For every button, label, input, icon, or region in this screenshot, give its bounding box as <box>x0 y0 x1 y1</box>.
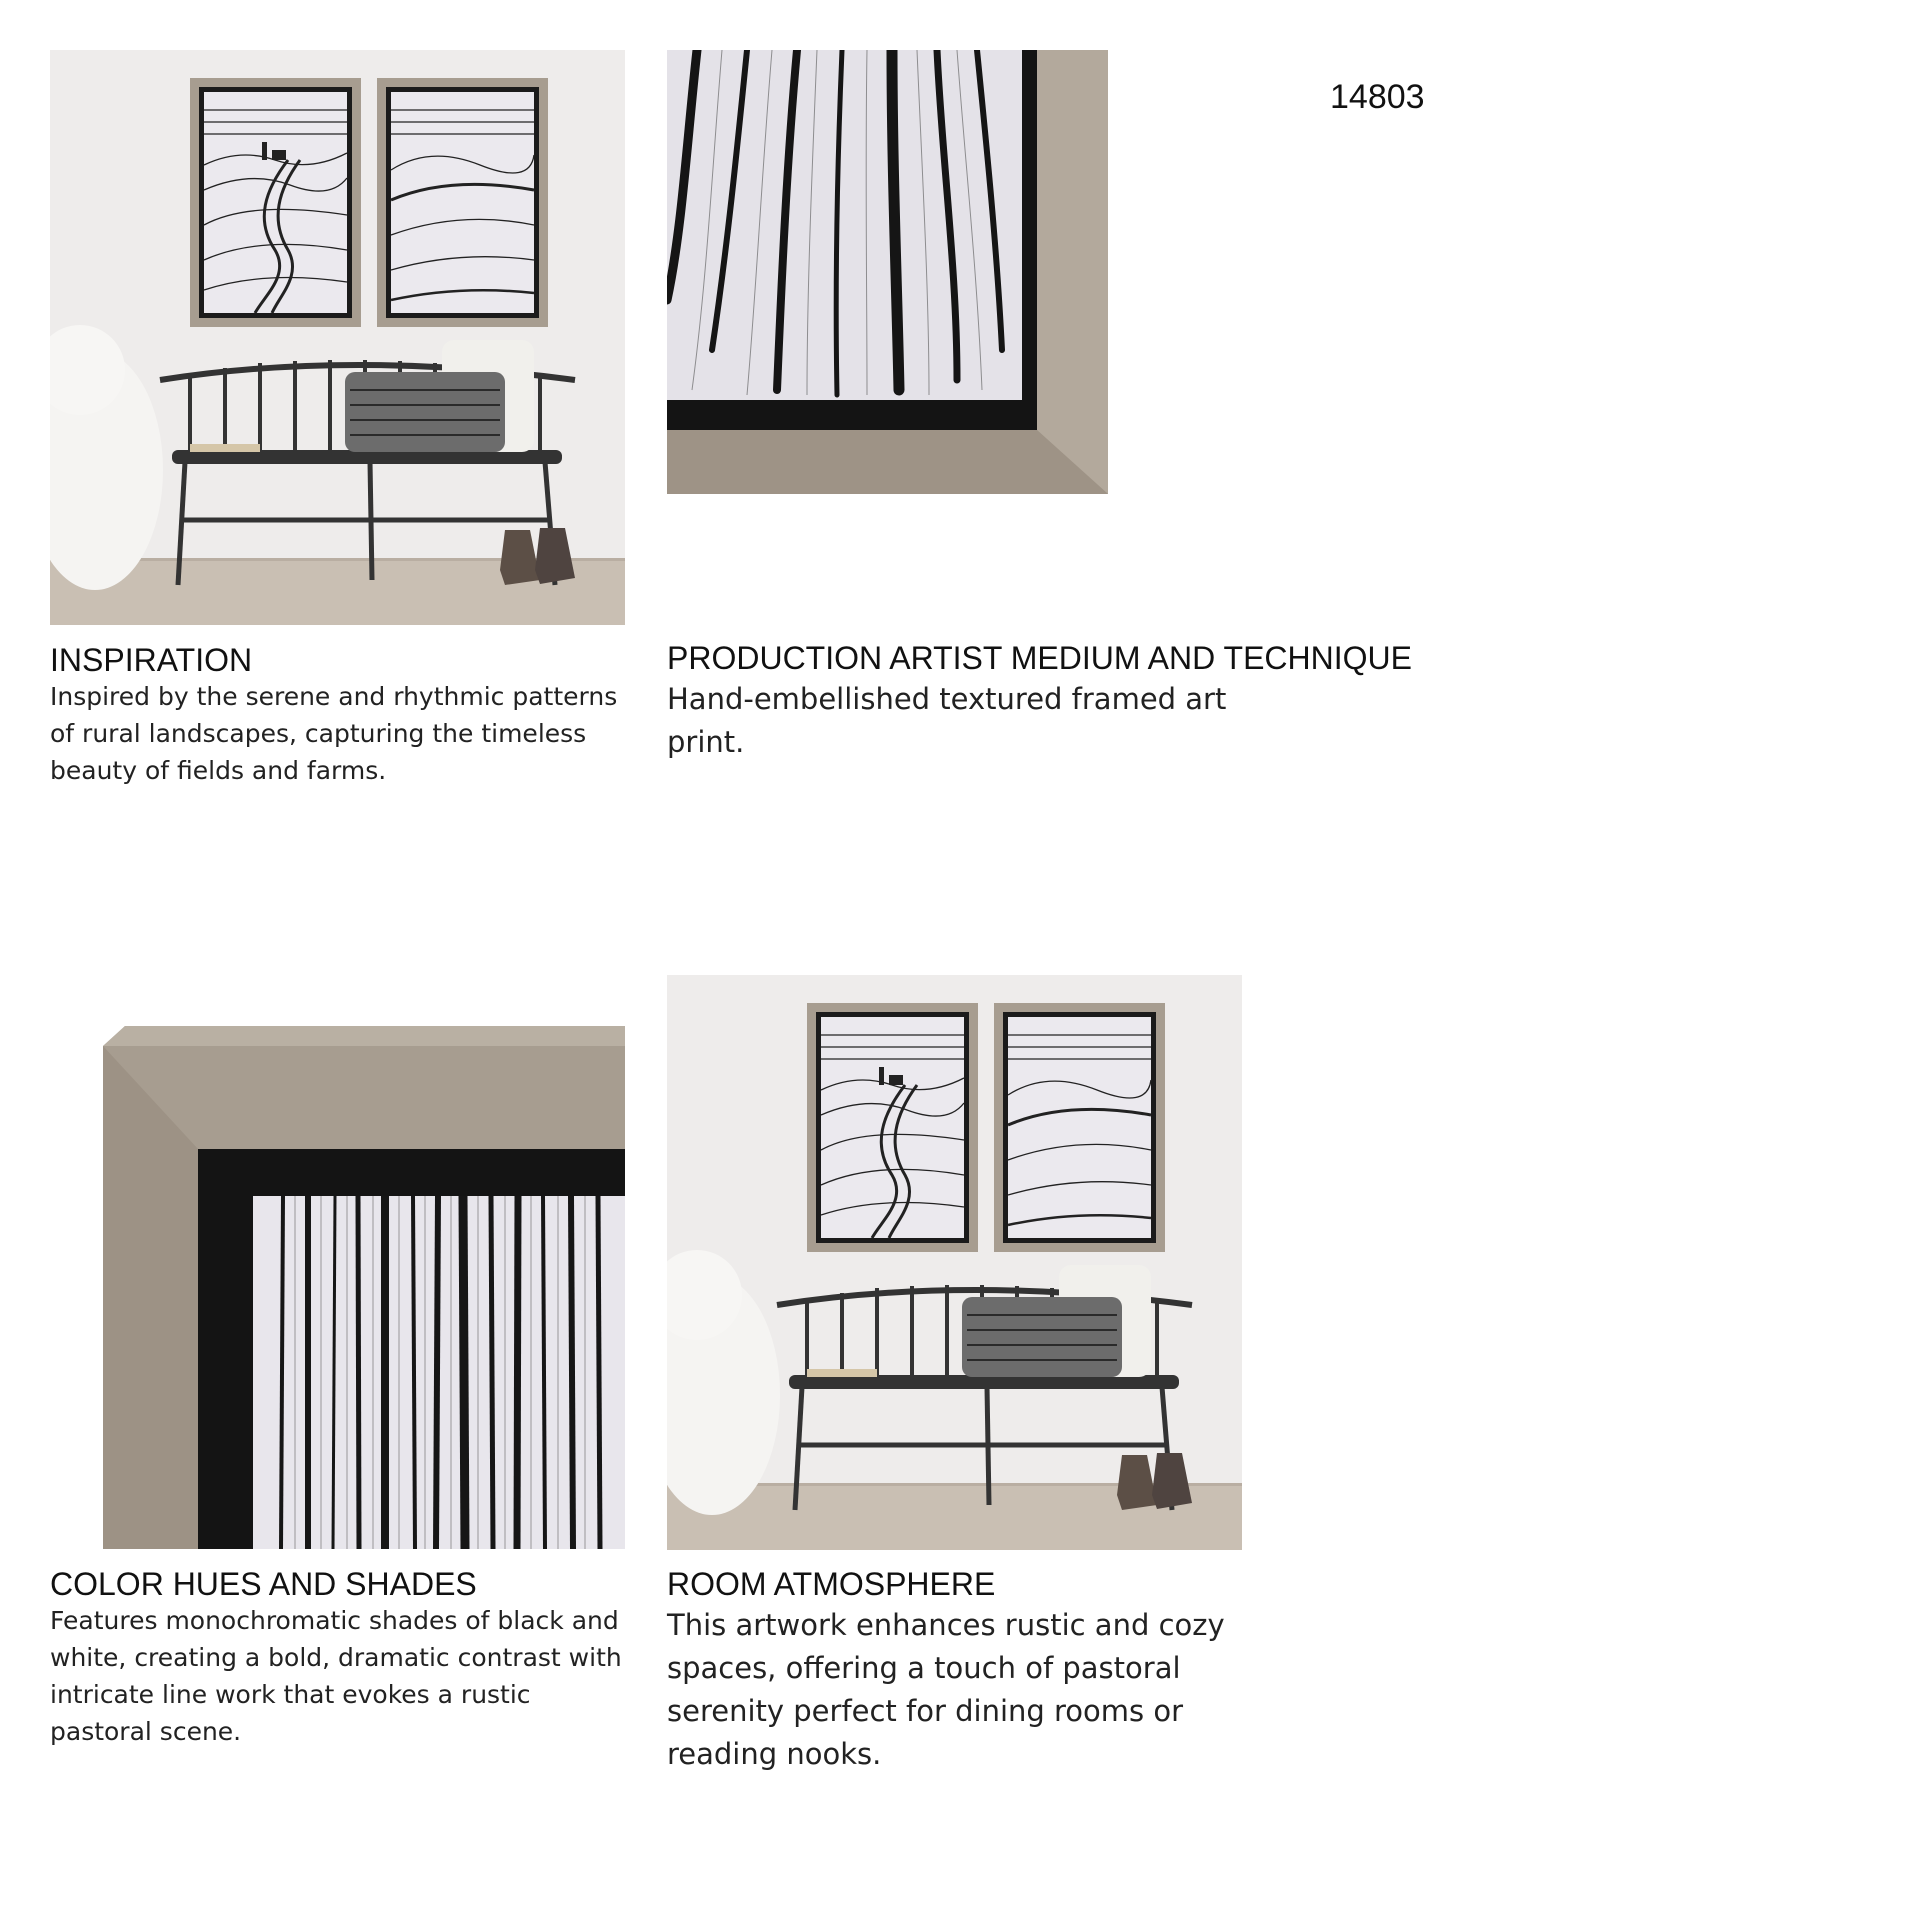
color-heading: COLOR HUES AND SHADES <box>50 1566 477 1602</box>
inspiration-heading: INSPIRATION <box>50 642 253 678</box>
production-closeup-photo <box>667 50 1108 494</box>
color-text: Features monochromatic shades of black and white, creating a bold, dramatic contrast with intricate line work that evokes a rustic pastoral scene. <box>50 1606 622 1746</box>
inspiration-text: Inspired by the serene and rhythmic patterns of rural landscapes, capturing the timeless beauty of fields and farms. <box>50 682 618 785</box>
product-code: 14803 <box>1330 78 1425 116</box>
room-atmosphere-photo <box>667 975 1242 1550</box>
color-closeup-photo <box>103 1026 625 1549</box>
production-heading: PRODUCTION ARTIST MEDIUM AND TECHNIQUE <box>667 640 1412 676</box>
room-heading: ROOM ATMOSPHERE <box>667 1566 996 1602</box>
inspiration-room-photo <box>50 50 625 625</box>
room-text: This artwork enhances rustic and cozy spaces, offering a touch of pastoral serenity perfect for dining rooms or reading nooks. <box>667 1608 1225 1771</box>
production-text: Hand-embellished textured framed art print. <box>667 682 1227 759</box>
